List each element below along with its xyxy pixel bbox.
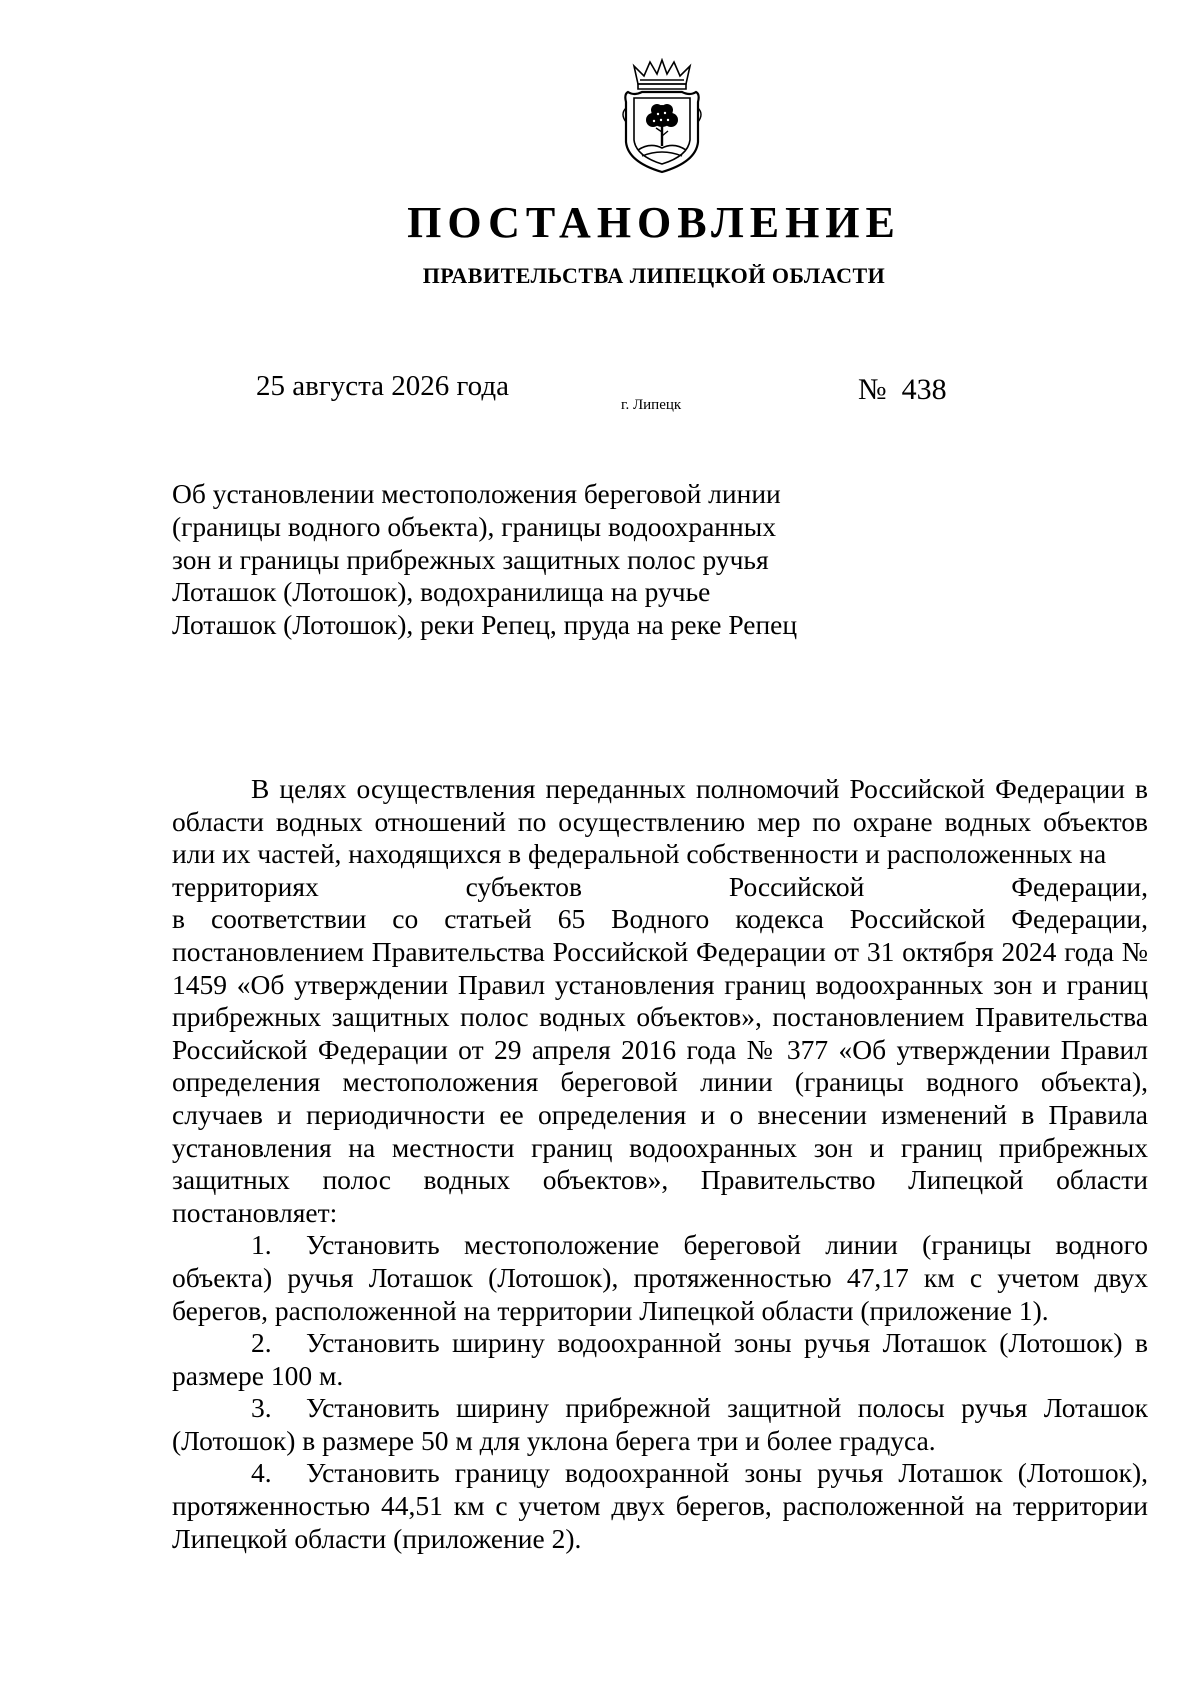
item-number: 3. (251, 1392, 272, 1424)
document-title: ПОСТАНОВЛЕНИЕ (407, 198, 901, 247)
document-body (172, 773, 1148, 1555)
subject-line: зон и границы прибрежных защитных полос ручья (172, 543, 769, 575)
subject-line: Лоташок (Лотошок), водохранилища на ручье (172, 576, 711, 608)
preamble-spread-line (172, 871, 1148, 904)
item-text: Установить границу водоохранной зоны ручья Лоташок (Лотошок), протяженностью 44,51 км с учетом двух берегов, расположенной на территории Липецкой области (приложение 2). (172, 1457, 1148, 1554)
preamble-paragraph-start: В целях осуществления переданных полномочий Российской Федерации в области водных отношений по осуществлению мер по охране водных объектов или их частей, находящихся в федеральной собственности и расположенных на (172, 773, 1148, 870)
item-number: 1. (251, 1229, 272, 1261)
spread-word: Федерации, (1011, 870, 1148, 902)
item-text: Установить ширину водоохранной зоны ручья Лоташок (Лотошок) в размере 100 м. (172, 1327, 1148, 1391)
subject-line: Об установлении местоположения береговой линии (172, 478, 781, 509)
document-number: № 438 (858, 373, 947, 406)
document-date: 25 августа 2026 года (256, 370, 509, 402)
document-subtitle: ПРАВИТЕЛЬСТВА ЛИПЕЦКОЙ ОБЛАСТИ (422, 263, 886, 288)
document-subject (172, 478, 852, 642)
item-text: Установить местоположение береговой линии (границы водного объекта) ручья Лоташок (Лотошок), протяженностью 47,17 км с учетом двух берегов, расположенной на территории Липецкой области (приложение 1). (172, 1229, 1148, 1326)
subject-line: Лоташок (Лотошок), реки Репец, пруда на реке Репец (172, 609, 798, 641)
spread-word: территориях (172, 870, 319, 902)
subject-line: (границы водного объекта), границы водоохранных (172, 510, 776, 542)
spread-word: субъектов (465, 870, 582, 902)
decree-item (172, 1327, 1148, 1392)
item-number: 4. (251, 1457, 272, 1489)
preamble-paragraph-rest: в соответствии со статьей 65 Водного кодекса Российской Федерации, постановлением Правительства Российской Федерации от 31 октября 2024 года № 1459 «Об утверждении Правил установления границ водоохранных зон и границ прибрежных защитных полос водных объектов», постановлением Правительства Российской Федерации от 29 апреля 2016 года № 377 «Об утверждении Правил определения местоположения береговой линии (границы водного объекта), случаев и периодичности ее определения и о внесении изменений в Правила установления на местности границ водоохранных зон и границ прибрежных защитных полос водных объектов», Правительство Липецкой области постановляет: (172, 903, 1148, 1228)
item-number: 2. (251, 1327, 272, 1359)
item-text: Установить ширину прибрежной защитной полосы ручья Лоташок (Лотошок) в размере 50 м для уклона берега три и более градуса. (172, 1392, 1148, 1456)
spread-word: Российской (728, 870, 865, 902)
decree-item (172, 1392, 1148, 1457)
decree-item (172, 1457, 1148, 1555)
document-city: г. Липецк (621, 397, 682, 413)
coat-of-arms-icon (620, 58, 704, 176)
decree-item (172, 1229, 1148, 1327)
